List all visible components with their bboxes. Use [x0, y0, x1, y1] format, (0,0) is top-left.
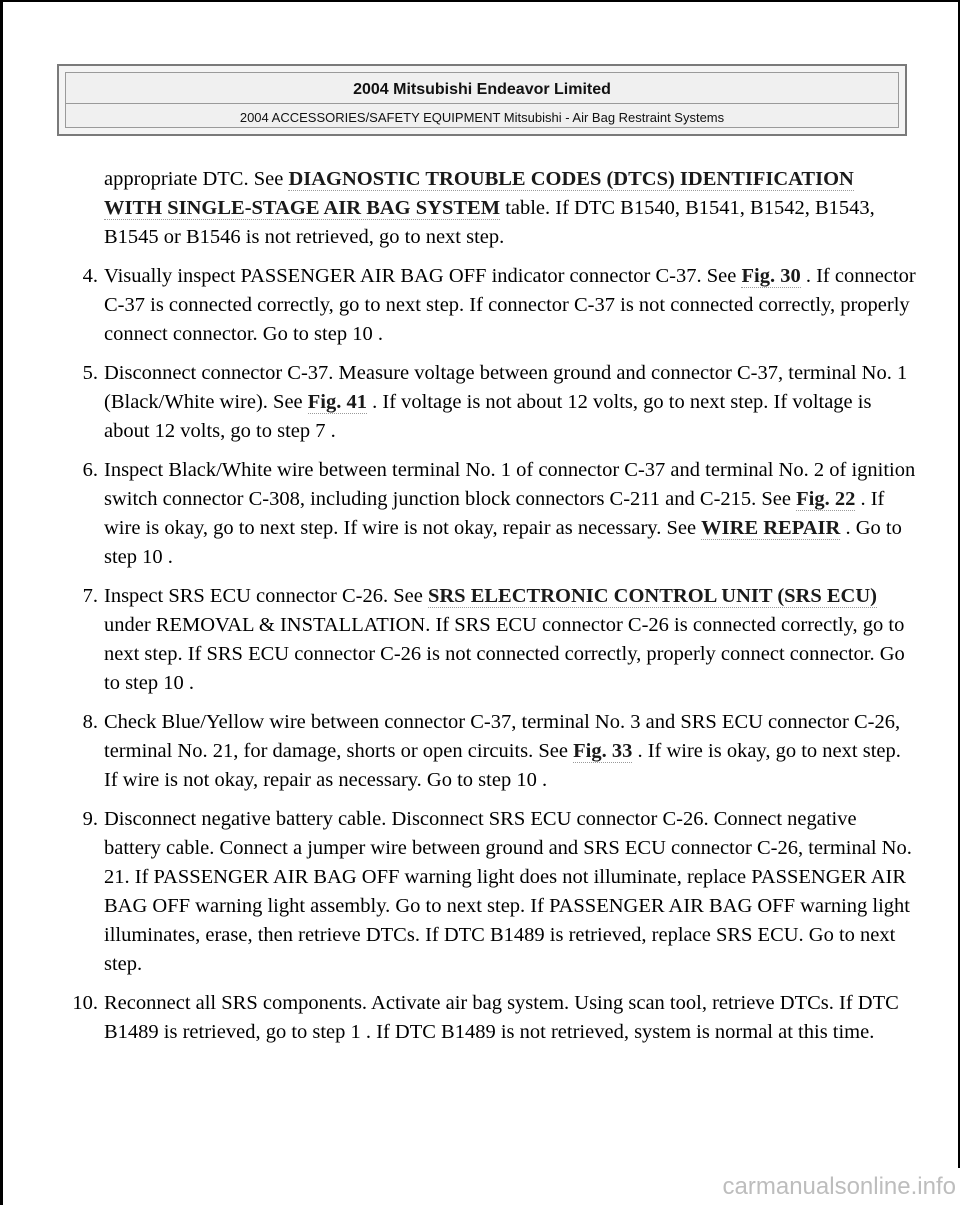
- page-border-left: [0, 0, 3, 1205]
- fig-33-link[interactable]: Fig. 33: [573, 740, 633, 762]
- step-text: Check Blue/Yellow wire between connector C-37, terminal No. 3 and SRS ECU connector C-26, terminal No. 21, for damage, shorts or open circuits. See: [104, 711, 901, 762]
- step-text: Visually inspect PASSENGER AIR BAG OFF indicator connector C-37. See: [104, 265, 742, 287]
- step-text: Inspect Black/White wire between terminal No. 1 of connector C-37 and terminal No. 2 of ignition switch connector C-308, including junction block connectors C-211 and C-215. See: [104, 459, 916, 510]
- step-number: 8.: [82, 711, 98, 733]
- intro-text-1: appropriate DTC. See: [104, 168, 289, 190]
- step-8: [46, 708, 916, 795]
- document-header: [57, 64, 907, 136]
- watermark: carmanualsonline.info: [722, 1173, 956, 1200]
- step-text: Inspect SRS ECU connector C-26. See: [104, 585, 428, 607]
- step-10: [46, 989, 916, 1047]
- step-9: [46, 805, 916, 979]
- step-number: 9.: [82, 808, 98, 830]
- step-text: under REMOVAL & INSTALLATION. If SRS ECU connector C-26 is connected correctly, go to next step. If SRS ECU connector C-26 is not connected correctly, properly connect connector. Go to step 10 .: [104, 614, 905, 694]
- step-text: Disconnect connector C-37. Measure voltage between ground and connector C-37, terminal No. 1 (Black/White wire). See: [104, 362, 908, 413]
- fig-22-link[interactable]: Fig. 22: [796, 488, 856, 510]
- header-title: 2004 Mitsubishi Endeavor Limited: [353, 81, 611, 98]
- header-inner-box: [65, 72, 899, 128]
- dtc-identification-link[interactable]: DIAGNOSTIC TROUBLE CODES (DTCS) IDENTIFICATION WITH SINGLE-STAGE AIR BAG SYSTEM: [104, 168, 854, 219]
- header-subtitle: 2004 ACCESSORIES/SAFETY EQUIPMENT Mitsubishi - Air Bag Restraint Systems: [239, 110, 725, 125]
- fig-41-link[interactable]: Fig. 41: [307, 391, 367, 413]
- step-number: 6.: [82, 459, 98, 481]
- step-text: Disconnect negative battery cable. Disconnect SRS ECU connector C-26. Connect negative battery cable. Connect a jumper wire between ground and SRS ECU connector C-26, terminal No. 21. If PASSENGER AIR BAG OFF warning light does not illuminate, replace PASSENGER AIR BAG OFF warning light assembly. Go to next step. If PASSENGER AIR BAG OFF warning light illuminates, erase, then retrieve DTCs. If DTC B1489 is retrieved, replace SRS ECU. Go to next step.: [104, 808, 912, 975]
- step-4: [46, 262, 916, 349]
- step-text: . If voltage is not about 12 volts, go to next step. If voltage is about 12 volts, go to step 7 .: [104, 391, 872, 442]
- step-text: . If connector C-37 is connected correctly, go to next step. If connector C-37 is not connected correctly, properly connect connector. Go to step 10 .: [104, 265, 916, 345]
- page-border-top: [0, 0, 960, 2]
- step-number: 7.: [82, 585, 98, 607]
- header-divider: [66, 103, 898, 104]
- srs-ecu-link[interactable]: SRS ELECTRONIC CONTROL UNIT (SRS ECU): [427, 585, 877, 607]
- step-text: . If wire is okay, go to next step. If wire is not okay, repair as necessary. See: [104, 488, 885, 539]
- step-5: [46, 359, 916, 446]
- document-body: [46, 165, 916, 1057]
- step-number: 4.: [82, 265, 98, 287]
- fig-30-link[interactable]: Fig. 30: [741, 265, 801, 287]
- step-text: . Go to step 10 .: [104, 517, 902, 568]
- step-text: Reconnect all SRS components. Activate air bag system. Using scan tool, retrieve DTCs. If DTC B1489 is retrieved, go to step 1 . If DTC B1489 is not retrieved, system is normal at this time.: [104, 992, 899, 1043]
- step-number: 10.: [72, 992, 98, 1014]
- step-number: 5.: [82, 362, 98, 384]
- step-7: [46, 582, 916, 698]
- step-6: [46, 456, 916, 572]
- intro-paragraph: [104, 165, 916, 252]
- intro-text-2: table. If DTC B1540, B1541, B1542, B1543, B1545 or B1546 is not retrieved, go to next step.: [104, 197, 875, 248]
- step-text: . If wire is okay, go to next step. If wire is not okay, repair as necessary. Go to step 10 .: [104, 740, 901, 791]
- wire-repair-link[interactable]: WIRE REPAIR: [701, 517, 841, 539]
